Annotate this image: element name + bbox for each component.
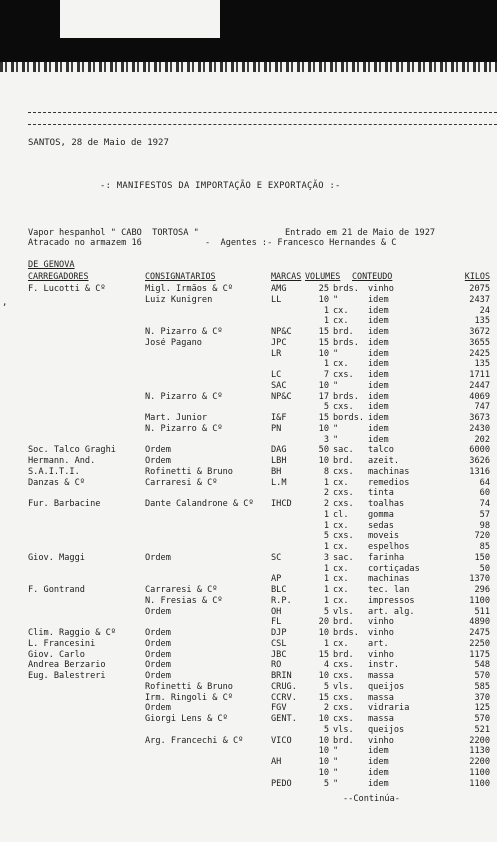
cell-shipper: F. Gontrand	[28, 585, 85, 595]
cell-consignee: N. Pizarro & Cº	[145, 423, 223, 434]
cell-consignee: Ordem	[145, 649, 171, 660]
cell-kilos: 1316	[469, 466, 490, 477]
cell-unit: cx.	[333, 574, 349, 585]
cell-unit: cxs.	[333, 402, 354, 413]
cell-kilos: 150	[474, 552, 490, 563]
cell-kilos: 4069	[469, 391, 490, 402]
cell-kilos: 3672	[469, 327, 490, 337]
dateline: SANTOS, 28 de Maio de 1927	[28, 138, 169, 148]
cell-unit: cx.	[333, 595, 349, 606]
cell-kilos: 1100	[469, 778, 490, 789]
cell-contents: idem	[368, 370, 389, 380]
cell-contents: idem	[368, 434, 389, 445]
cell-unit: cx.	[333, 542, 349, 552]
cell-qty: 10	[318, 735, 329, 746]
cell-marks: AMG	[271, 284, 287, 294]
cell-qty: 5	[323, 402, 329, 413]
cell-consignee: Dante Calandrone & Cº	[145, 499, 254, 509]
cell-contents: idem	[368, 767, 389, 778]
cell-contents: idem	[368, 348, 389, 359]
cell-marks: LBH	[271, 456, 287, 466]
cell-qty: 10	[318, 757, 329, 767]
cell-qty: 1	[323, 574, 329, 585]
scan-notch	[60, 0, 220, 38]
cell-contents: art.	[368, 638, 394, 649]
cell-contents: instr.	[368, 660, 400, 671]
cell-contents: machinas	[368, 574, 410, 585]
cell-qty: 10	[318, 767, 329, 778]
cell-qty: 10	[318, 628, 329, 638]
cell-qty: 5	[323, 681, 329, 692]
cell-unit: cx.	[333, 359, 349, 370]
cell-qty: 1	[323, 638, 329, 649]
cell-consignee: Ordem	[145, 660, 171, 671]
cell-contents: farinha	[368, 552, 405, 563]
cell-contents: idem	[368, 746, 389, 757]
cell-kilos: 570	[474, 671, 490, 681]
cell-contents: idem	[368, 423, 389, 434]
cell-qty: 15	[318, 649, 329, 660]
cell-consignee: Ordem	[145, 703, 171, 714]
cell-contents: vinho	[368, 735, 394, 746]
cell-qty: 17	[318, 391, 329, 402]
cell-shipper: F. Lucotti & Cº	[28, 284, 106, 294]
cell-kilos: 2200	[469, 757, 490, 767]
cell-qty: 15	[318, 692, 329, 703]
cell-consignee: Ordem	[145, 638, 171, 649]
cell-consignee: Ordem	[145, 628, 171, 638]
cell-qty: 10	[318, 348, 329, 359]
cell-kilos: 1130	[469, 746, 490, 757]
cell-contents: idem	[368, 778, 389, 789]
cell-unit: cl.	[333, 509, 349, 520]
cell-contents: queijos	[368, 681, 405, 692]
cell-marks: BLC	[271, 585, 287, 595]
cell-shipper: Giov. Maggi	[28, 552, 85, 563]
cell-qty: 1	[323, 305, 329, 316]
cell-consignee: N. Pizarro & Cº	[145, 391, 223, 402]
cell-marks: L.M	[271, 477, 287, 488]
cell-marks: JBC	[271, 649, 287, 660]
cell-kilos: 1370	[469, 574, 490, 585]
cell-unit: cx.	[333, 477, 349, 488]
cell-unit: sac.	[333, 552, 354, 563]
cell-unit: cx.	[333, 305, 349, 316]
cell-qty: 5	[323, 724, 329, 735]
cell-consignee: Migl. Irmãos & Cº	[145, 284, 233, 294]
cell-unit: cxs.	[333, 466, 354, 477]
cell-qty: 8	[323, 466, 329, 477]
cell-kilos: 3673	[469, 413, 490, 423]
cell-contents: idem	[368, 316, 389, 327]
cell-unit: cxs.	[333, 499, 354, 509]
cell-kilos: 720	[474, 531, 490, 542]
cell-qty: 10	[318, 671, 329, 681]
cell-marks: FL	[271, 617, 282, 628]
cell-marks: I&F	[271, 413, 287, 423]
cell-consignee: Luiz Kunigren	[145, 294, 213, 305]
cell-qty: 7	[323, 370, 329, 380]
cell-unit: "	[333, 348, 339, 359]
cell-marks: AH	[271, 757, 282, 767]
cell-contents: vinho	[368, 284, 394, 294]
cell-contents: vinho	[368, 628, 394, 638]
cell-kilos: 3626	[469, 456, 490, 466]
cell-unit: "	[333, 757, 339, 767]
cell-kilos: 98	[479, 520, 490, 531]
cell-qty: 1	[323, 509, 329, 520]
cell-unit: cx.	[333, 638, 349, 649]
cell-contents: remedios	[368, 477, 410, 488]
cell-consignee: José Pagano	[145, 337, 202, 348]
cell-consignee: Mart. Junior	[145, 413, 208, 423]
cell-unit: brd.	[333, 735, 354, 746]
cell-consignee: N. Fresias & Cº	[145, 595, 223, 606]
cell-qty: 10	[318, 714, 329, 724]
cell-unit: "	[333, 767, 339, 778]
cell-marks: PEDO	[271, 778, 292, 789]
cell-contents: idem	[368, 380, 389, 391]
cell-contents: idem	[368, 391, 389, 402]
cell-unit: sac.	[333, 445, 354, 456]
cell-marks: DJP	[271, 628, 287, 638]
cell-consignee: Arg. Francechi & Cº	[145, 735, 244, 746]
cell-consignee: Ordem	[145, 552, 171, 563]
cell-qty: 10	[318, 294, 329, 305]
cell-contents: queijos	[368, 724, 405, 735]
cell-kilos: 135	[474, 359, 490, 370]
cell-qty: 15	[318, 337, 329, 348]
cell-qty: 1	[323, 595, 329, 606]
cell-consignee: Carraresi & Cº	[145, 477, 218, 488]
cell-contents: azeit.	[368, 456, 400, 466]
cell-unit: "	[333, 434, 339, 445]
cell-consignee: Ordem	[145, 456, 171, 466]
margin-mark: ,	[2, 298, 8, 308]
cell-unit: cx.	[333, 563, 349, 574]
cell-kilos: 521	[474, 724, 490, 735]
cell-contents: idem	[368, 327, 389, 337]
cell-qty: 1	[323, 359, 329, 370]
cell-unit: brds.	[333, 284, 359, 294]
cell-marks: BH	[271, 466, 282, 477]
cell-unit: cxs.	[333, 714, 354, 724]
cell-kilos: 2437	[469, 294, 490, 305]
dashed-rule	[28, 112, 497, 113]
cell-marks: R.P.	[271, 595, 292, 606]
cell-marks: LC	[271, 370, 282, 380]
cell-unit: vls.	[333, 606, 354, 617]
cell-marks: NP&C	[271, 391, 292, 402]
cell-kilos: 3655	[469, 337, 490, 348]
cell-kilos: 570	[474, 714, 490, 724]
cell-shipper: Hermann. And.	[28, 456, 96, 466]
cell-unit: cxs.	[333, 370, 354, 380]
cell-shipper: L. Francesini	[28, 638, 96, 649]
cell-marks: VICO	[271, 735, 292, 746]
cell-kilos: 370	[474, 692, 490, 703]
cell-qty: 3	[323, 552, 329, 563]
cell-contents: idem	[368, 337, 389, 348]
cell-unit: cxs.	[333, 488, 354, 499]
cell-marks: DAG	[271, 445, 287, 456]
column-header-kilos: KILOS	[464, 271, 490, 281]
cell-unit: "	[333, 294, 339, 305]
cell-unit: cxs.	[333, 671, 354, 681]
berth-info: Atracado no armazem 16	[28, 238, 142, 248]
cell-kilos: 548	[474, 660, 490, 671]
cell-qty: 10	[318, 380, 329, 391]
cell-unit: brd.	[333, 327, 354, 337]
cell-marks: PN	[271, 423, 282, 434]
cell-kilos: 4890	[469, 617, 490, 628]
cell-kilos: 2447	[469, 380, 490, 391]
cell-kilos: 2250	[469, 638, 490, 649]
cell-shipper: Clim. Raggio & Cº	[28, 628, 116, 638]
cell-kilos: 60	[479, 488, 490, 499]
cell-marks: JPC	[271, 337, 287, 348]
cell-kilos: 57	[479, 509, 490, 520]
cell-kilos: 202	[474, 434, 490, 445]
cell-qty: 2	[323, 703, 329, 714]
cell-qty: 5	[323, 531, 329, 542]
cell-marks: SAC	[271, 380, 287, 391]
cell-marks: LR	[271, 348, 282, 359]
cell-contents: idem	[368, 305, 389, 316]
cell-qty: 1	[323, 563, 329, 574]
cell-kilos: 74	[479, 499, 490, 509]
vessel-name: Vapor hespanhol " CABO TORTOSA "	[28, 228, 199, 238]
column-header-shipper: CARREGADORES	[28, 271, 89, 281]
arrival-date: Entrado em 21 de Maio de 1927	[285, 228, 436, 238]
cell-contents: toalhas	[368, 499, 405, 509]
cell-contents: massa	[368, 671, 394, 681]
cell-contents: idem	[368, 402, 389, 413]
cell-kilos: 125	[474, 703, 490, 714]
column-header-consignee: CONSIGNATARIOS	[145, 271, 216, 281]
cell-unit: vls.	[333, 681, 354, 692]
cell-kilos: 135	[474, 316, 490, 327]
cell-marks: AP	[271, 574, 282, 585]
cell-shipper: S.A.I.T.I.	[28, 466, 80, 477]
cell-consignee: Ordem	[145, 671, 171, 681]
cell-qty: 5	[323, 606, 329, 617]
cell-shipper: Soc. Talco Graghi	[28, 445, 116, 456]
cell-kilos: 585	[474, 681, 490, 692]
cell-contents: cortiçadas	[368, 563, 420, 574]
cell-contents: tec. lan	[368, 585, 410, 595]
cell-contents: moveis	[368, 531, 400, 542]
cell-qty: 10	[318, 456, 329, 466]
page-title: -: MANIFESTOS DA IMPORTAÇÃO E EXPORTAÇÃO :-	[100, 181, 341, 191]
cell-unit: brds.	[333, 337, 359, 348]
cell-contents: idem	[368, 413, 389, 423]
cell-consignee: Carraresi & Cº	[145, 585, 218, 595]
dashed-rule	[28, 124, 497, 125]
cell-unit: cxs.	[333, 660, 354, 671]
cell-unit: brd.	[333, 649, 354, 660]
cell-kilos: 50	[479, 563, 490, 574]
cell-contents: vinho	[368, 617, 394, 628]
cell-marks: NP&C	[271, 327, 292, 337]
column-header-marks: MARCAS	[271, 271, 302, 281]
continuation-note: --Continúa-	[343, 794, 400, 804]
cell-marks: GENT.	[271, 714, 297, 724]
cell-consignee: N. Pizarro & Cº	[145, 327, 223, 337]
cell-marks: BRIN	[271, 671, 292, 681]
cell-qty: 3	[323, 434, 329, 445]
cell-qty: 1	[323, 542, 329, 552]
cell-unit: cxs.	[333, 692, 354, 703]
cell-unit: cx.	[333, 585, 349, 595]
cell-marks: CCRV.	[271, 692, 297, 703]
cell-marks: CRUG.	[271, 681, 297, 692]
cell-contents: sedas	[368, 520, 394, 531]
cell-kilos: 1100	[469, 767, 490, 778]
cell-qty: 10	[318, 423, 329, 434]
cell-qty: 4	[323, 660, 329, 671]
cell-unit: cxs.	[333, 531, 354, 542]
cell-qty: 15	[318, 327, 329, 337]
cell-qty: 1	[323, 585, 329, 595]
cell-contents: massa	[368, 714, 394, 724]
cell-unit: brd.	[333, 617, 354, 628]
cell-marks: FGV	[271, 703, 287, 714]
cell-qty: 15	[318, 413, 329, 423]
cell-kilos: 1100	[469, 595, 490, 606]
cell-unit: vls.	[333, 724, 354, 735]
cell-contents: talco	[368, 445, 394, 456]
cell-marks: CSL	[271, 638, 287, 649]
cell-contents: vidraria	[368, 703, 410, 714]
cell-shipper: Andrea Berzario	[28, 660, 106, 671]
cell-shipper: Eug. Balestreri	[28, 671, 106, 681]
cell-unit: cx.	[333, 520, 349, 531]
cell-qty: 2	[323, 499, 329, 509]
cell-marks: IHCD	[271, 499, 292, 509]
cell-qty: 1	[323, 520, 329, 531]
cell-qty: 10	[318, 746, 329, 757]
cell-contents: art. alg.	[368, 606, 415, 617]
cell-contents: gomma	[368, 509, 394, 520]
cell-unit: brd.	[333, 456, 354, 466]
cell-unit: "	[333, 746, 339, 757]
cell-contents: impressos	[368, 595, 415, 606]
cell-qty: 2	[323, 488, 329, 499]
cell-kilos: 511	[474, 606, 490, 617]
cell-unit: brds.	[333, 628, 359, 638]
cell-contents: massa	[368, 692, 394, 703]
cell-consignee: Giorgi Lens & Cº	[145, 714, 228, 724]
cell-kilos: 2425	[469, 348, 490, 359]
scan-top-band	[0, 0, 497, 62]
cell-consignee: Rofinetti & Bruno	[145, 681, 233, 692]
cell-contents: idem	[368, 294, 389, 305]
cell-contents: idem	[368, 359, 389, 370]
cell-consignee: Rofinetti & Bruno	[145, 466, 233, 477]
cell-kilos: 2430	[469, 423, 490, 434]
cell-unit: cxs.	[333, 703, 354, 714]
cell-qty: 1	[323, 316, 329, 327]
cell-kilos: 24	[479, 305, 490, 316]
cell-unit: "	[333, 423, 339, 434]
cell-consignee: Irm. Ringoli & Cº	[145, 692, 233, 703]
cell-contents: tinta	[368, 488, 394, 499]
cell-qty: 1	[323, 477, 329, 488]
cell-kilos: 747	[474, 402, 490, 413]
cell-contents: espelhos	[368, 542, 410, 552]
cell-marks: SC	[271, 552, 282, 563]
cell-kilos: 2475	[469, 628, 490, 638]
cell-contents: machinas	[368, 466, 410, 477]
cell-qty: 25	[318, 284, 329, 294]
cell-kilos: 2200	[469, 735, 490, 746]
cell-kilos: 1175	[469, 649, 490, 660]
cell-marks: LL	[271, 294, 282, 305]
cell-kilos: 2075	[469, 284, 490, 294]
cell-kilos: 1711	[469, 370, 490, 380]
cell-kilos: 85	[479, 542, 490, 552]
agents-info: - Agentes :- Francesco Hernandes & C	[205, 238, 397, 248]
cell-kilos: 296	[474, 585, 490, 595]
cell-qty: 50	[318, 445, 329, 456]
cell-shipper: Danzas & Cº	[28, 477, 85, 488]
cell-marks: OH	[271, 606, 282, 617]
cell-shipper: Fur. Barbacine	[28, 499, 101, 509]
cell-unit: bords.	[333, 413, 365, 423]
cell-consignee: Ordem	[145, 606, 171, 617]
cell-unit: brds.	[333, 391, 359, 402]
cell-contents: idem	[368, 757, 389, 767]
cell-unit: "	[333, 380, 339, 391]
cell-consignee: Ordem	[145, 445, 171, 456]
cell-kilos: 64	[479, 477, 490, 488]
cell-qty: 5	[323, 778, 329, 789]
cell-contents: vinho	[368, 649, 394, 660]
cell-marks: RO	[271, 660, 282, 671]
cell-kilos: 6000	[469, 445, 490, 456]
column-header-contents: CONTEUDO	[352, 271, 393, 281]
cell-qty: 20	[318, 617, 329, 628]
cell-shipper: Giov. Carlo	[28, 649, 85, 660]
cell-unit: cx.	[333, 316, 349, 327]
column-header-volumes: VOLUMES	[305, 271, 341, 281]
cell-unit: "	[333, 778, 339, 789]
origin-port: DE GENOVA	[28, 260, 75, 270]
scan-torn-edge	[0, 62, 497, 72]
